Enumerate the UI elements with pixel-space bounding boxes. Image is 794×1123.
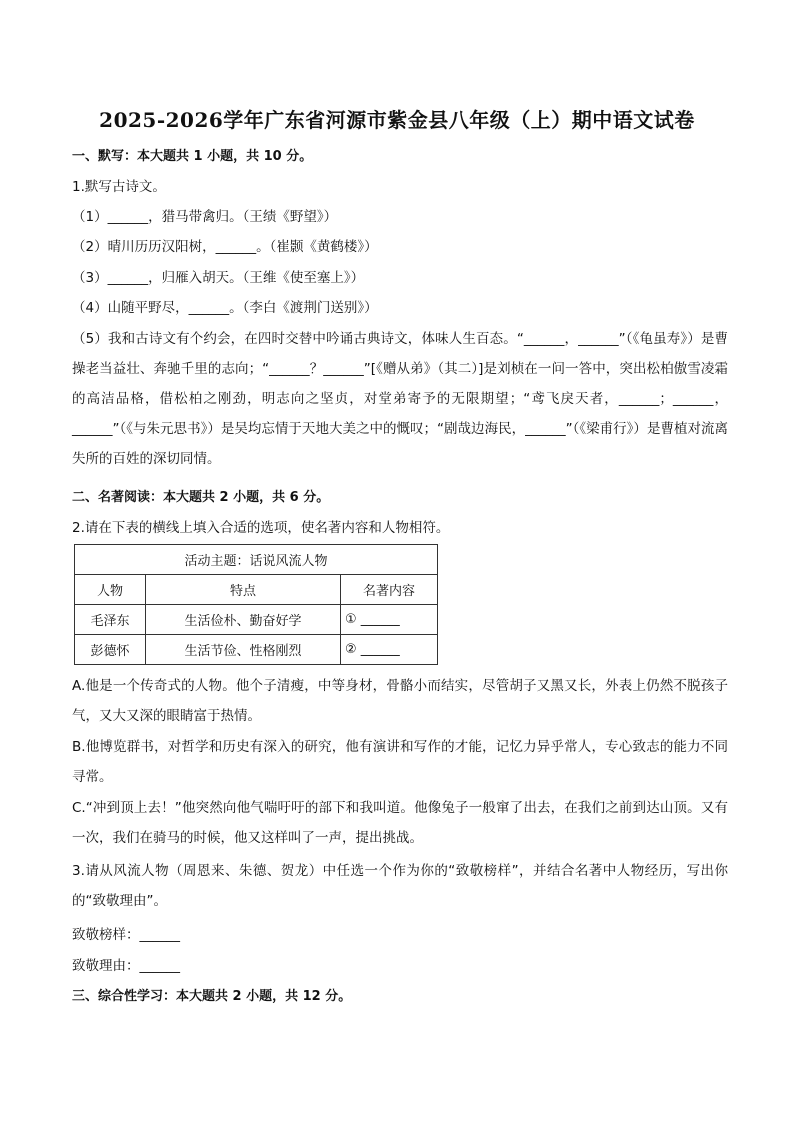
question-1-item-1: （1）______，猎马带禽归。（王绩《野望》） [72,209,338,225]
table-cell: 彭德怀 [75,635,146,665]
option-b: B.他博览群书，对哲学和历史有深入的研究，他有演讲和写作的才能，记忆力异乎常人，专心致志的能力不同寻常。 [72,739,728,785]
table-cell: 生活节俭、性格刚烈 [146,635,341,665]
table-header: 人物 [75,575,146,605]
table-row [75,605,438,635]
option-c: C.“冲到顶上去！”他突然向他气喘吁吁的部下和我叫道。他像兔子一般窜了出去，在我们之前到达山顶。又有一次，我们在骑马的时候，他又这样叫了一声，提出挑战。 [72,800,728,846]
question-3-stem: 3.请从风流人物（周恩来、朱德、贺龙）中任选一个作为你的“致敬榜样”，并结合名著中人物经历，写出你的“致敬理由”。 [72,863,728,909]
answer-blank-1[interactable]: ① ______ [341,605,438,635]
role-model-field[interactable]: 致敬榜样：______ [72,927,180,943]
page-title: 2025-2026学年广东省河源市紫金县八年级（上）期中语文试卷 [99,108,695,132]
table-cell: 毛泽东 [75,605,146,635]
table-row [75,635,438,665]
question-1-item-5: （5）我和古诗文有个约会，在四时交替中吟诵古典诗文，体味人生百态。“______，______”（《龟虽寿》）是曹操老当益壮、奔驰千里的志向；“______？______”[《赠从弟》（其二）]是刘桢在一问一答中，突出松柏傲雪凌霜的高洁品格，借松柏之刚劲，明志向之坚贞，对堂弟寄予的无限期望；“鸢飞戾天者，______；______，______”（《与朱元思书》）是吴均忘情于天地大美之中的慨叹；“剧哉边海民，______”（《梁甫行》）是曹植对流离失所的百姓的深切同情。 [72,331,728,467]
answer-blank-2[interactable]: ② ______ [341,635,438,665]
section-heading-dictation: 一、默写：本大题共 1 小题，共 10 分。 [72,149,313,164]
table-header: 名著内容 [341,575,438,605]
table-cell: 生活俭朴、勤奋好学 [146,605,341,635]
section-heading-comprehensive: 三、综合性学习：本大题共 2 小题，共 12 分。 [72,989,352,1004]
tribute-reason-field[interactable]: 致敬理由：______ [72,958,180,974]
classics-table [74,544,438,665]
table-header: 特点 [146,575,341,605]
question-1-item-4: （4）山随平野尽，______。（李白《渡荆门送别》） [72,300,378,316]
question-2-stem: 2.请在下表的横线上填入合适的选项，使名著内容和人物相符。 [72,520,450,536]
section-heading-classics: 二、名著阅读：本大题共 2 小题，共 6 分。 [72,490,330,505]
question-1-stem: 1.默写古诗文。 [72,179,166,195]
option-a: A.他是一个传奇式的人物。他个子清瘦，中等身材，骨骼小而结实，尽管胡子又黑又长，外表上仍然不脱孩子气，又大又深的眼睛富于热情。 [72,678,728,724]
question-1-item-3: （3）______，归雁入胡天。（王维《使至塞上》） [72,270,365,286]
question-1-item-2: （2）晴川历历汉阳树，______。（崔颢《黄鹤楼》） [72,239,378,255]
table-caption: 活动主题：话说风流人物 [75,545,438,575]
